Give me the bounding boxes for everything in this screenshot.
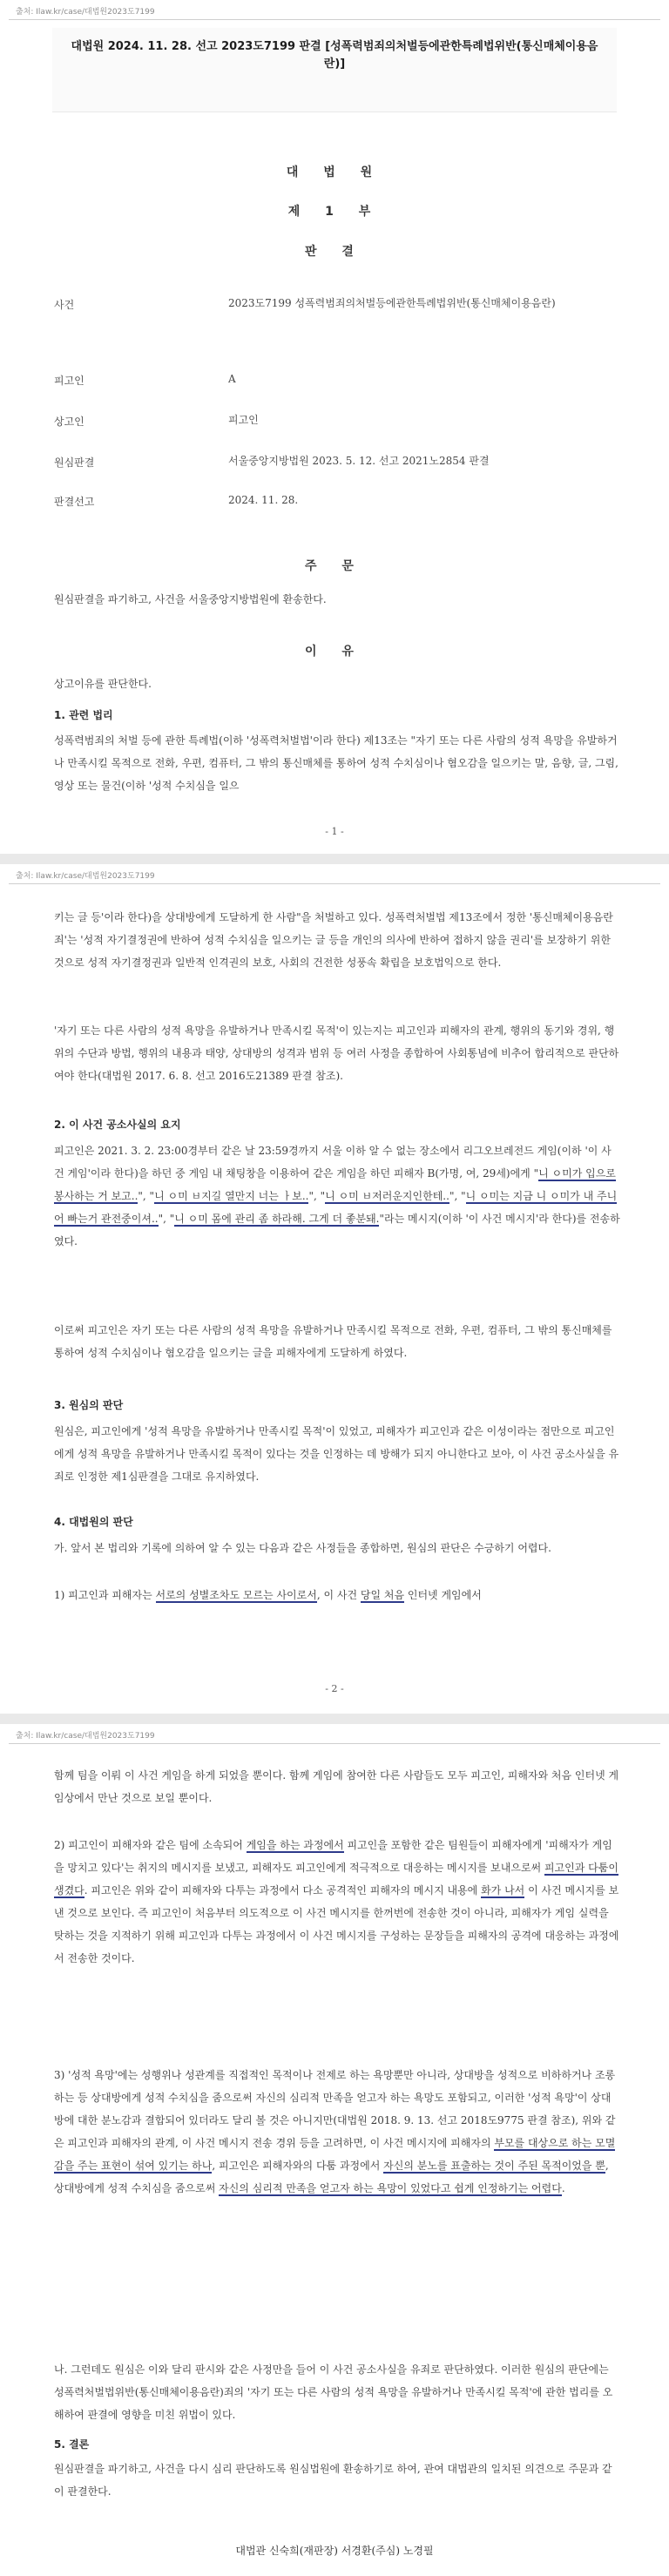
- reason-3-text: 3) '성적 욕망'에는 성행위나 성관계를 직접적인 목적이나 전제로 하는 욕망뿐만 아니라, 상대방을 성적으로 비하하거나 조롱하는 등 상대방에게 성적 수치심을 줌으로써 자신의 심리적 만족을 얻고자 하는 욕망도 포함되고, 이러한 '성적 욕망'이 상대방에 대한 분노감과 결합되어 있더라도 달리 볼 것은 아니지만(대법원 2018. 9. 13. 선고 2018도9775 판결 참조), 위와 같은 피고인과 피해자의 관계, 이 사건 메시지 전송 경위 등을 고려하면, 이 사건 메시지에 피해자의: [54, 2069, 616, 2149]
- iyu-heading: 이 유: [305, 645, 364, 659]
- reason-1-text: 1) 피고인과 피해자는: [54, 1589, 156, 1601]
- meta-value-case: 2023도7199 성폭력범죄의처벌등에관한특례법위반(통신매체이용음란): [228, 297, 556, 309]
- reason-3-text-b: , 피고인은 피해자와의 다툼 과정에서: [212, 2160, 384, 2172]
- reason-1-text-c: 인터넷 게임에서: [404, 1589, 482, 1601]
- source-header: 출처: Ilaw.kr/case/대법원2023도7199: [16, 8, 155, 17]
- reason-2-underline: 게임을 하는 과정에서: [246, 1839, 344, 1851]
- reason-2-text-d: 이 사건 메시지를 보낸 것으로 보인다. 즉 피고인이 처음부터 의도적으로 이 사건 메시지를 한꺼번에 전송한 것이 아니라, 피해자가 게임 실력을 탓하는 것을 지적하기 위해 피고인과 다투는 과정에서 이 사건 메시지를 구성하는 문장들을 피해자의 공격에 대응하는 과정에서 전송한 것이다.: [54, 1884, 619, 1964]
- lower-court-paragraph: 원심은, 피고인에게 '성적 욕망을 유발하거나 만족시킬 목적'이 있었고, 피해자가 피고인과 같은 이성이라는 점만으로 피고인에게 성적 욕망을 유발하거나 만족시킬 목적이 있다는 것을 인정하는 데 방해가 되지 아니한다고 보아, 이 사건 공소사실을 유죄로 인정한 제1심판결을 그대로 유지하였다.: [54, 1425, 619, 1483]
- quote-5: 니 ㅇ미 몸에 관리 좀 하라해. 그게 더 좋분돼.: [174, 1213, 380, 1225]
- reason-3-underline-2: 자신의 분노를 표출하는 것이 주된 목적이었을 뿐: [383, 2160, 605, 2172]
- quote-1: 니 ㅇ미가 입으로 봉사하는 거 보고..: [54, 1167, 616, 1202]
- reason-2-underline-2: 피고인과 다툼이 생겼다: [54, 1862, 618, 1897]
- jumun-text: 원심판결을 파기하고, 사건을 서울중앙지방법원에 환송한다.: [54, 593, 327, 605]
- section-heading-1: 1. 관련 법리: [54, 709, 113, 721]
- reason-3: [54, 2064, 620, 2200]
- court-name: 대 법 원: [286, 166, 383, 179]
- purpose-paragraph: '자기 또는 다른 사람의 성적 욕망을 유발하거나 만족시킬 목적'이 있는지는 피고인과 피해자의 관계, 행위의 동기와 경위, 행위의 수단과 방법, 행위의 내용과 태양, 상대방의 성격과 범위 등 여러 사정을 종합하여 사회통념에 비추어 합리적으로 판단하여야 한다(대법원 2017. 6. 8. 선고 2016도21389 판결 참조).: [54, 1024, 619, 1082]
- reason-3-underline-3: 자신의 심리적 만족을 얻고자 하는 욕망이 있었다고 쉽게 인정하기는 어렵다: [219, 2182, 562, 2194]
- page-separator-2: [0, 1714, 669, 1724]
- reason-2-text: 2) 피고인이 피해자와 같은 팀에 소속되어: [54, 1839, 247, 1851]
- supreme-intro: 가. 앞서 본 법리와 기록에 의하여 알 수 있는 다음과 같은 사정들을 종합하면, 원심의 판단은 수긍하기 어렵다.: [54, 1542, 551, 1554]
- reason-1-underline: 서로의 성별조차도 모르는 사이로서: [155, 1589, 317, 1601]
- intro-paragraph: 상고이유를 판단한다.: [54, 678, 152, 690]
- conclusion-paragraph: 원심판결을 파기하고, 사건을 다시 심리 판단하도록 원심법원에 환송하기로 하여, 관여 대법관의 일치된 의견으로 주문과 같이 판결한다.: [54, 2463, 612, 2498]
- reason-3-text-d: .: [561, 2182, 565, 2194]
- judgment-word: 판 결: [305, 245, 364, 259]
- charge-paragraph: 피고인은 2021. 3. 2. 23:00경부터 같은 날 23:59경까지 서울 이하 알 수 없는 장소에서 리그오브레전드 게임(이하 '이 사건 게임'이라 한다)을 하던 중 게임 내 채팅창을 이용하여 같은 게임을 하던 피해자 B(가명, 여, 29세)에게 "니 ㅇ미가 입으로 봉사하는 거 보고..", "니 ㅇ미 ㅂ지길 열만지 너는 ㅏ보..", "니 ㅇ미 ㅂ저러운지인한테..", "니 ㅇ미는 지금 니 ㅇ미가 내 주니어 빠는거 관전중이셔..", "니 ㅇ미 몸에 관리 좀 하라해. 그게 더 좋분돼."라는 메시지(이하 '이 사건 메시지'라 한다)를 전송하였다.: [54, 1145, 620, 1247]
- meta-value-defendant: A: [228, 373, 236, 385]
- page-3: [0, 1724, 669, 2576]
- law-paragraph-cont: 키는 글 등'이라 한다)을 상대방에게 도달하게 한 사람"을 처벌하고 있다. 성폭력처벌법 제13조에서 정한 '통신매체이용음란죄'는 '성적 자기결정권에 반하여 성적 수치심을 일으키는 글 등을 개인의 의사에 반하여 접하지 않을 권리'를 보장하기 위한 것으로 성적 자기결정권과 일반적 인격권의 보호, 사회의 건전한 성풍속 확립을 보호법익으로 한다.: [54, 911, 613, 969]
- division-name: 제 1 부: [287, 205, 382, 219]
- justices-signature: 대법관 신숙희(재판장) 서경환(주심) 노경필: [235, 2545, 434, 2557]
- page-2: [0, 864, 669, 1714]
- reason-2-text-c: . 피고인은 위와 같이 피해자와 다투는 과정에서 다소 공격적인 피해자의 메시지 내용에: [84, 1884, 482, 1897]
- reason-2: [54, 1834, 620, 1970]
- charge-text-a: 피고인은 2021. 3. 2. 23:00경부터 같은 날 23:59경까지 서울 이하 알 수 없는 장소에서 리그오브레전드 게임(이하 '이 사건 게임'이라 한다)을 하던 중 게임 내 채팅창을 이용하여 같은 게임을 하던 피해자 B(가명, 여, 29세)에게 ": [54, 1145, 612, 1180]
- quote-2: 니 ㅇ미 ㅂ지길 열만지 너는 ㅏ보..: [154, 1190, 309, 1202]
- reason-2-text-b: 피고인을 포함한 같은 팀원들이 피해자에게 '피해자가 게임을 망치고 있다'는 취지의 메시지를 보냈고, 피해자도 피고인에게 적극적으로 대응하는 메시지를 보내으로써: [54, 1839, 612, 1874]
- case-title: 대법원 2024. 11. 28. 선고 2023도7199 판결 [성폭력범죄의처벌등에관한특례법위반(통신매체이용음란)]: [71, 40, 598, 71]
- meta-label-appellant: 상고인: [54, 416, 84, 428]
- charge-conclusion: 이로써 피고인은 자기 또는 다른 사람의 성적 욕망을 유발하거나 만족시킬 목적으로 전화, 우편, 컴퓨터, 그 밖의 통신매체를 통하여 성적 수치심이나 혐오감을 일으키는 글을 피해자에게 도달하게 하였다.: [54, 1324, 612, 1359]
- meta-label-date: 판결선고: [54, 496, 95, 508]
- quote-4: 니 ㅇ미는 지금 니 ㅇ미가 내 주니어 빠는거 관전중이셔..: [54, 1190, 618, 1225]
- meta-label-defendant: 피고인: [54, 375, 84, 387]
- meta-value-appellant: 피고인: [228, 414, 259, 426]
- section-heading-3: 3. 원심의 판단: [54, 1399, 124, 1411]
- meta-value-date: 2024. 11. 28.: [228, 494, 299, 506]
- page-separator-1: [0, 854, 669, 864]
- section-heading-2: 2. 이 사건 공소사실의 요지: [54, 1119, 181, 1131]
- page-1: [0, 0, 669, 854]
- meta-label-case: 사건: [54, 299, 75, 311]
- reason-1-cont: 함께 팀을 이뤄 이 사건 게임을 하게 되었을 뿐이다. 함께 게임에 참여한 다른 사람들도 모두 피고인, 피해자와 처음 인터넷 게임상에서 만난 것으로 보일 뿐이다.: [54, 1769, 619, 1804]
- error-paragraph: 나. 그런데도 원심은 이와 달리 판시와 같은 사정만을 들어 이 사건 공소사실을 유죄로 판단하였다. 이러한 원심의 판단에는 성폭력처벌법위반(통신매체이용음란)죄의 '자기 또는 다른 사람의 성적 욕망을 유발하거나 만족시킬 목적'에 관한 법리를 오해하여 판결에 영향을 미친 위법이 있다.: [54, 2363, 613, 2421]
- law-paragraph: 성폭력범죄의 처벌 등에 관한 특례법(이하 '성폭력처벌법'이라 한다) 제13조는 "자기 또는 다른 사람의 성적 욕망을 유발하거나 만족시킬 목적으로 전화, 우편, 컴퓨터, 그 밖의 통신매체를 통하여 성적 수치심이나 혐오감을 일으키는 말, 음향, 글, 그림, 영상 또는 물건(이하 '성적 수치심을 일으: [54, 734, 618, 792]
- meta-value-lower-court: 서울중앙지방법원 2023. 5. 12. 선고 2021노2854 판결: [228, 455, 490, 467]
- reason-1-underline-2: 당일 처음: [360, 1589, 405, 1601]
- reason-3-text-c: , 상대방에게 성적 수치심을 줌으로써: [54, 2160, 609, 2194]
- reason-1-text-b: , 이 사건: [316, 1589, 361, 1601]
- reason-3-underline: 부모를 대상으로 하는 모멸감을 주는 표현이 섞여 있기는 하나: [54, 2137, 616, 2172]
- header-divider: [9, 1743, 660, 1744]
- reason-1: [54, 1584, 620, 1606]
- header-divider: [9, 19, 660, 20]
- reason-2-underline-3: 화가 나서: [481, 1884, 525, 1897]
- source-header: 출처: Ilaw.kr/case/대법원2023도7199: [16, 1732, 155, 1741]
- section-heading-4: 4. 대법원의 판단: [54, 1516, 133, 1528]
- page-number-2: - 2 -: [325, 1683, 344, 1694]
- jumun-heading: 주 문: [305, 559, 364, 573]
- page-number-1: - 1 -: [325, 826, 344, 837]
- meta-label-lower-court: 원심판결: [54, 456, 95, 469]
- header-divider: [9, 883, 660, 884]
- source-header: 출처: Ilaw.kr/case/대법원2023도7199: [16, 872, 155, 881]
- section-heading-5: 5. 결론: [54, 2438, 90, 2451]
- charge-text-b: 라는 메시지(이하 '이 사건 메시지'라 한다)를 전송하였다.: [54, 1213, 620, 1247]
- quote-3: 니 ㅇ미 ㅂ저러운지인한테..: [325, 1190, 449, 1202]
